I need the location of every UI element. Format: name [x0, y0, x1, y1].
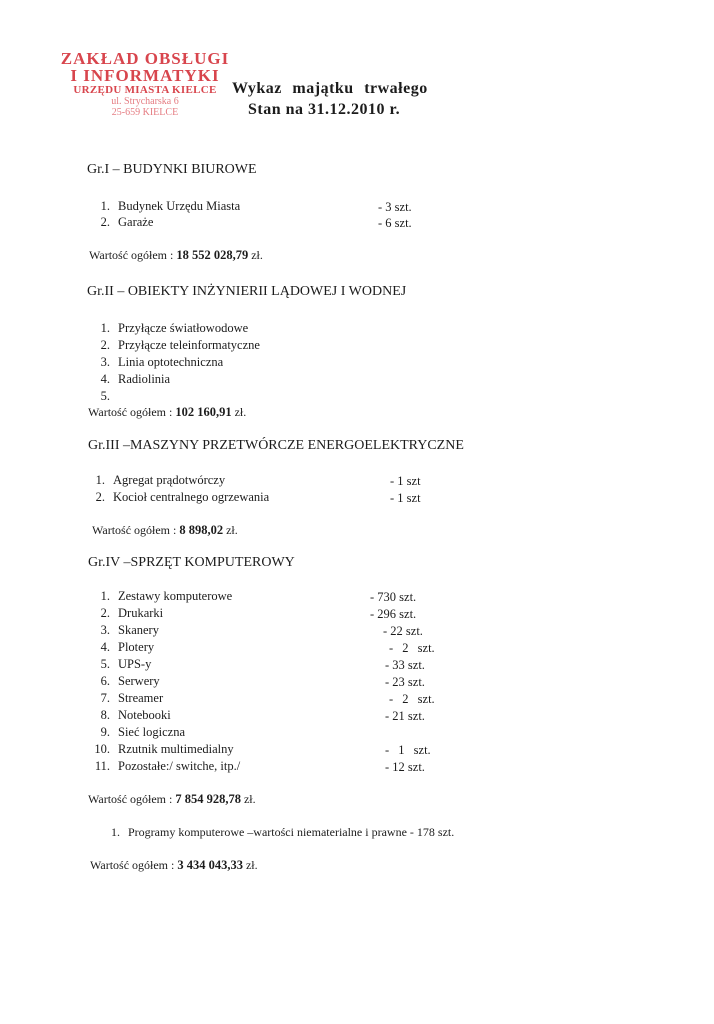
document-subtitle: Stan na 31.12.2010 r. — [248, 101, 401, 118]
item-label: Rzutnik multimedialny — [118, 742, 234, 756]
item-label: UPS-y — [118, 657, 152, 671]
group-total — [92, 523, 238, 538]
item-quantity: - 2 szt. — [389, 641, 435, 655]
group-total — [88, 792, 256, 807]
list-item — [88, 355, 223, 370]
item-quantity: - 2 szt. — [389, 692, 435, 706]
list-item — [88, 640, 154, 655]
item-label: Drukarki — [118, 606, 164, 620]
item-label: Przyłącze światłowodowe — [118, 321, 249, 335]
stamp-line-4: ul. Strycharska 6 — [111, 96, 179, 107]
item-quantity: - 1 szt — [390, 474, 421, 488]
item-label: Streamer — [118, 691, 164, 705]
item-number: 3. — [100, 623, 110, 637]
list-item — [83, 490, 269, 505]
item-number: 4. — [100, 640, 110, 654]
group-heading: Gr.III –MASZYNY PRZETWÓRCZE ENERGOELEKTRYCZNE — [88, 438, 464, 453]
item-label: Programy komputerowe –wartości niematerialne i prawne - — [128, 825, 414, 839]
list-item — [88, 215, 153, 230]
item-number: 2. — [100, 338, 110, 352]
item-number: 10. — [94, 742, 110, 756]
item-number: 2. — [100, 606, 110, 620]
total-label: Wartość ogółem : — [89, 248, 174, 262]
total-unit: zł. — [245, 858, 258, 872]
item-number: 3. — [100, 355, 110, 369]
item-quantity: - 23 szt. — [385, 675, 425, 689]
item-label: Pozostałe:/ switche, itp./ — [118, 759, 241, 773]
list-item — [98, 825, 454, 840]
item-number: 8. — [100, 708, 110, 722]
item-number: 11. — [94, 759, 110, 773]
list-item — [88, 199, 240, 214]
item-number: 4. — [100, 372, 110, 386]
total-value: 7 854 928,78 — [175, 792, 241, 806]
item-number: 7. — [100, 691, 110, 705]
total-value: 102 160,91 — [175, 405, 232, 419]
total-value: 3 434 043,33 — [177, 858, 243, 872]
intangible-total — [90, 858, 258, 873]
item-label: Zestawy komputerowe — [118, 589, 233, 603]
list-item — [88, 742, 234, 757]
total-label: Wartość ogółem : — [88, 792, 173, 806]
item-label: Skanery — [118, 623, 159, 637]
list-item — [88, 589, 232, 604]
item-quantity: - 21 szt. — [385, 709, 425, 723]
item-number: 2. — [95, 490, 105, 504]
item-quantity: 178 szt. — [416, 825, 455, 839]
group-total — [89, 248, 263, 263]
item-quantity: - 33 szt. — [385, 658, 425, 672]
item-number: 6. — [100, 674, 110, 688]
item-quantity: - 1 szt — [390, 491, 421, 505]
list-item — [88, 708, 171, 723]
item-number: 1. — [100, 321, 110, 335]
item-label: Serwery — [118, 674, 160, 688]
total-label: Wartość ogółem : — [88, 405, 173, 419]
item-label: Garaże — [118, 215, 154, 229]
list-item — [88, 338, 260, 353]
list-item — [88, 321, 248, 336]
total-value: 18 552 028,79 — [176, 248, 249, 262]
group-heading: Gr.IV –SPRZĘT KOMPUTEROWY — [88, 555, 295, 570]
list-item — [88, 623, 159, 638]
item-number: 5. — [100, 657, 110, 671]
document-title: Wykaz majątku trwałego — [232, 80, 428, 97]
item-label: Sieć logiczna — [118, 725, 185, 739]
list-item — [88, 759, 240, 774]
item-label: Kocioł centralnego ogrzewania — [113, 490, 270, 504]
list-item — [88, 725, 185, 740]
item-number: 1. — [100, 589, 110, 603]
item-quantity: - 12 szt. — [385, 760, 425, 774]
item-quantity: - 296 szt. — [370, 607, 417, 621]
list-item — [83, 473, 225, 488]
item-label: Radiolinia — [118, 372, 171, 386]
item-number: 1. — [111, 825, 120, 839]
item-number: 1. — [100, 199, 110, 213]
item-quantity: - 22 szt. — [383, 624, 423, 638]
stamp-line-1: ZAKŁAD OBSŁUGI — [60, 49, 230, 68]
list-item — [88, 691, 163, 706]
item-number: 2. — [100, 215, 110, 229]
group-total — [88, 405, 246, 420]
institution-stamp — [60, 50, 230, 118]
total-label: Wartość ogółem : — [90, 858, 175, 872]
list-item — [88, 674, 160, 689]
total-unit: zł. — [226, 523, 238, 537]
item-quantity: - 1 szt. — [385, 743, 431, 757]
item-label: Notebooki — [118, 708, 171, 722]
group-heading: Gr.I – BUDYNKI BIUROWE — [87, 162, 257, 177]
total-unit: zł. — [243, 792, 256, 806]
stamp-line-2: I INFORMATYKI — [70, 66, 220, 85]
item-number: 9. — [100, 725, 110, 739]
item-label: Przyłącze teleinformatyczne — [118, 338, 260, 352]
item-number: 1. — [95, 473, 105, 487]
item-number: 5. — [100, 389, 110, 403]
total-label: Wartość ogółem : — [92, 523, 177, 537]
list-item — [88, 657, 151, 672]
list-item — [88, 372, 170, 387]
item-label: Agregat prądotwórczy — [113, 473, 226, 487]
item-quantity: - 3 szt. — [378, 200, 412, 214]
list-item — [88, 606, 163, 621]
total-unit: zł. — [251, 248, 263, 262]
stamp-line-5: 25-659 KIELCE — [111, 107, 179, 118]
item-quantity: - 6 szt. — [378, 216, 412, 230]
total-value: 8 898,02 — [179, 523, 224, 537]
stamp-line-3: URZĘDU MIASTA KIELCE — [73, 84, 217, 96]
item-label: Linia optotechniczna — [118, 355, 224, 369]
item-label: Budynek Urzędu Miasta — [118, 199, 241, 213]
list-item — [88, 389, 118, 404]
item-label: Plotery — [118, 640, 155, 654]
group-heading: Gr.II – OBIEKTY INŻYNIERII LĄDOWEJ I WODNEJ — [87, 284, 407, 299]
total-unit: zł. — [234, 405, 247, 419]
item-quantity: - 730 szt. — [370, 590, 417, 604]
